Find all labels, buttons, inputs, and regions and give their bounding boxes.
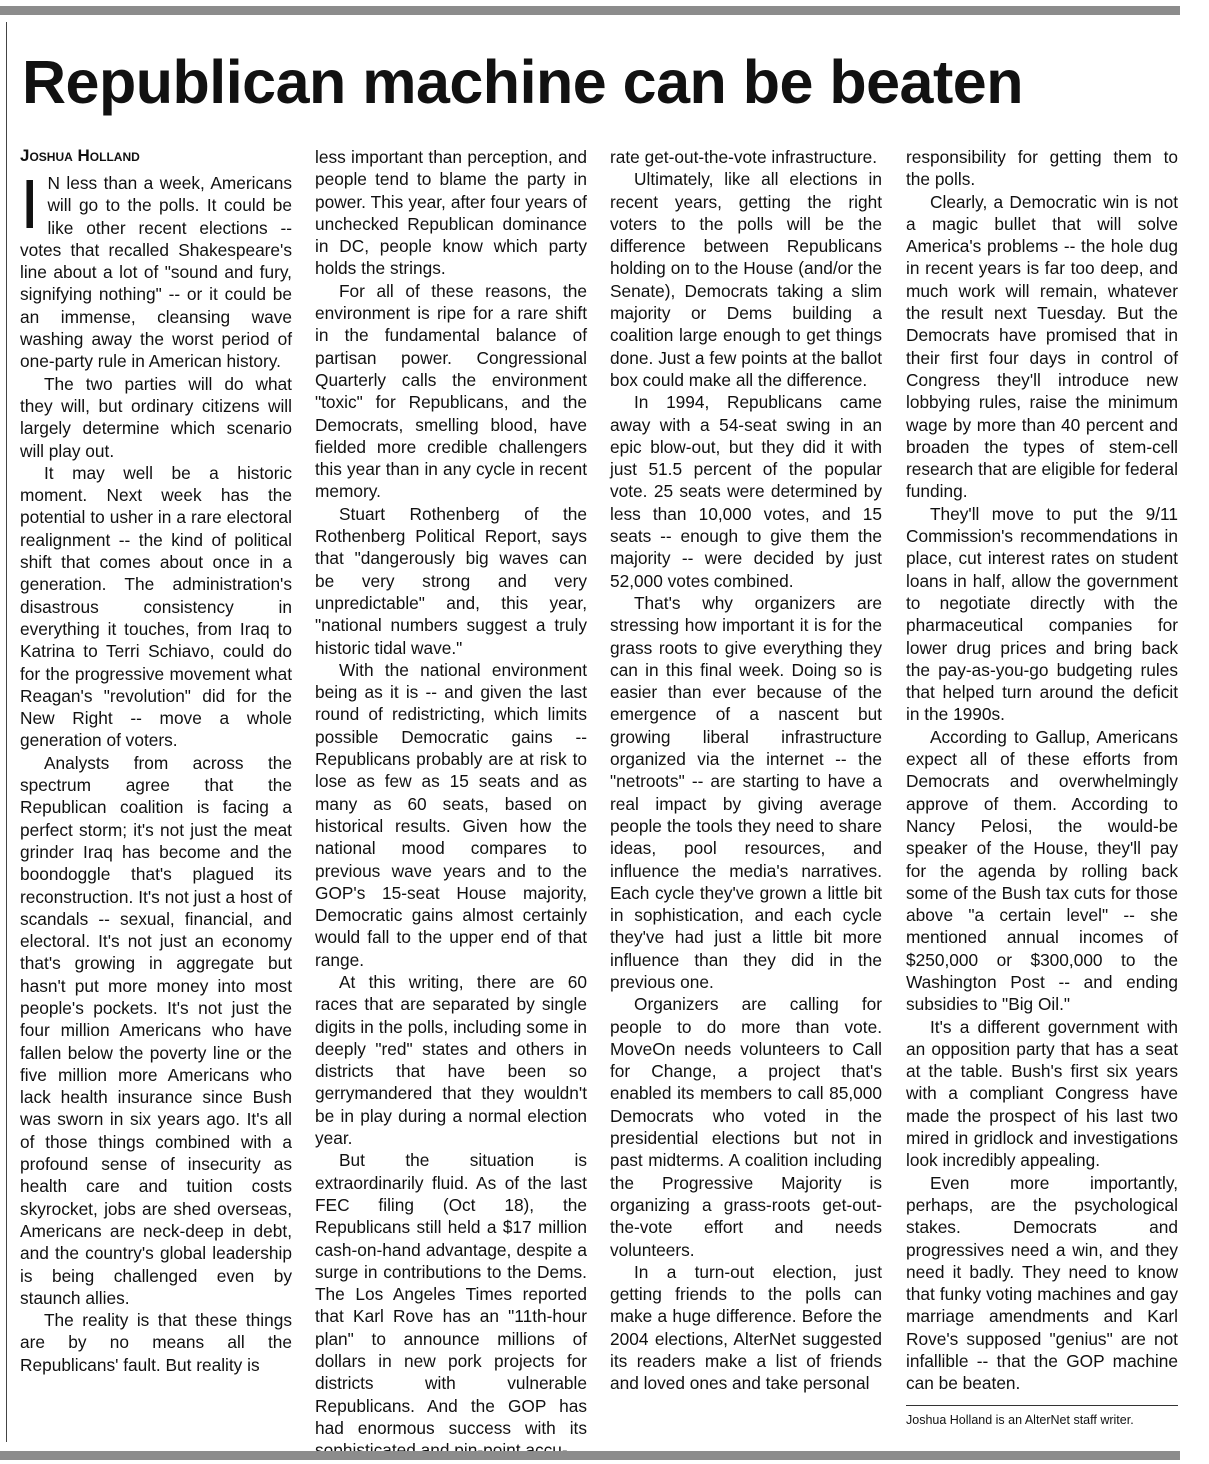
paragraph: Ultimately, like all elections in recent years, getting the right voters to the polls will be the difference between Republicans holding on to the House (and/or the Senate), Democrats taking a slim majority or Dems building a coalition large enough to get things done. Just a few points at the ballot box could make all the difference.: [610, 169, 882, 390]
paragraph: With the national environment being as it is -- and given the last round of redistricting, which limits possible Democratic gains -- Republicans probably are at risk to lose as few as 15 seats and as many as 60 seats, based on historical results. Given how the national mood compares to previous wave years and to the GOP's 15-seat House majority, Democratic gains almost certainly would fall to the upper end of that range.: [315, 659, 587, 970]
top-rule: [0, 6, 1180, 15]
paragraph: In a turn-out election, just getting friends to the polls can make a huge difference. Before the 2004 elections, AlterNet suggested its readers make a list of friends and loved ones and take personal: [610, 1261, 882, 1394]
column-2: [315, 146, 587, 1462]
paragraph-text: N less than a week, Americans will go to the polls. It could be like other recent elections -- votes that recalled Shakespeare's line about a lot of "sound and fury, signifying nothing" -- or it could be an immense, cleansing wave washing away the worst period of one-party rule in American history.: [20, 173, 292, 372]
left-rule: [6, 22, 7, 1442]
paragraph: Analysts from across the spectrum agree that the Republican coalition is facing a perfect storm; it's not just the meat grinder Iraq has become and the boondoggle that's plagued its reconstruction. It's not just a host of scandals -- sexual, financial, and electoral. It's not just an economy that's growing in aggregate but hasn't put more money into most people's pockets. It's not just the four million Americans who have fallen below the poverty line or the five million more Americans who lack health insurance since Bush was sworn in six years ago. It's all of those things combined with a profound sense of insecurity as health care and tuition costs skyrocket, jobs are shed overseas, Americans are neck-deep in debt, and the country's global leadership is being challenged even by staunch allies.: [20, 752, 292, 1308]
paragraph: It's a different government with an opposition party that has a seat at the table. Bush's first six years with a compliant Congress have made the prospect of his last two mired in gridlock and investigations look incredibly appealing.: [906, 1016, 1178, 1171]
paragraph: responsibility for getting them to the polls.: [906, 147, 1178, 190]
article-body: [20, 146, 1180, 1442]
paragraph: But the situation is extraordinarily fluid. As of the last FEC filing (Oct 18), the Republicans still held a $17 million cash-on-hand advantage, despite a surge in contributions to the Dems. The Los Angeles Times reported that Karl Rove has an "11th-hour plan" to announce millions of dollars in new pork projects for districts with vulnerable Republicans. And the GOP has had enormous success with its: [315, 1150, 587, 1438]
bottom-rule: [0, 1451, 1180, 1460]
paragraph: That's why organizers are stressing how important it is for the grass roots to give everything they can in this final week. Doing so is easier than ever because of the emergence of a nascent but growing liberal infrastructure organized via the internet -- the "netroots" -- are starting to have a real impact by giving average people the tools they need to share ideas, pool resources, and influence the media's narratives. Each cycle they've grown a little bit in sophistication, and each cycle they've had just a little bit more influence than they did in the previous one.: [610, 592, 882, 992]
paragraph: They'll move to put the 9/11 Commission's recommendations in place, cut interest rates on student loans in half, allow the government to negotiate directly with the pharmaceutical companies for lower drug prices and bring back the pay-as-you-go budgeting rules that helped turn around the deficit in the 1990s.: [906, 503, 1178, 725]
author-credit: Joshua Holland is an AlterNet staff writer.: [906, 1412, 1134, 1427]
paragraph: Organizers are calling for people to do more than vote. MoveOn needs volunteers to Call for Change, a project that's enabled its members to call 85,000 Democrats who voted in the presidential elections but not in past midterms. A coalition including the Progressive Majority is organizing a grass-roots get-out-the-vote effort and needs volunteers.: [610, 994, 882, 1260]
paragraph: Stuart Rothenberg of the Rothenberg Political Report, says that "dangerously big waves can be very strong and very unpredictable" and, this year, "national numbers suggest a truly historic tidal wave.": [315, 503, 587, 658]
paragraph: Clearly, a Democratic win is not a magic bullet that will solve America's problems -- the hole dug in recent years is far too deep, and much work will remain, whatever the result next Tuesday. But the Democrats have promised that in their first four days in control of Congress they'll introduce new lobbying rules, raise the minimum wage by more than 40 percent and broaden the types of stem-cell research that are eligible for federal funding.: [906, 191, 1178, 502]
headline: Republican machine can be beaten: [22, 48, 1023, 116]
column-1: [20, 146, 292, 1376]
paragraph: At this writing, there are 60 races that are separated by single digits in the polls, including some in deeply "red" states and others in districts that have been so gerrymandered that they wouldn't be in play during a normal election year.: [315, 971, 587, 1149]
column-3: [610, 146, 882, 1395]
paragraph: The two parties will do what they will, but ordinary citizens will largely determine which scenario will play out.: [20, 373, 292, 461]
drop-cap: I: [20, 165, 40, 243]
byline-name: Joshua Holland: [20, 146, 140, 165]
paragraph: Even more importantly, perhaps, are the psychological stakes. Democrats and progressives need a win, and they need it badly. They need to know that funky voting machines and gay marriage amendments and Karl Rove's supposed "genius" are not infallible -- that the GOP machine can be beaten.: [906, 1172, 1178, 1394]
column-4: [906, 146, 1178, 1428]
paragraph: less important than perception, and people tend to blame the party in power. This year, after four years of unchecked Republican dominance in DC, people know which party holds the strings.: [315, 147, 587, 279]
byline: [20, 146, 292, 166]
paragraph: It may well be a historic moment. Next week has the potential to usher in a rare electoral realignment -- the kind of political shift that comes about once in a generation. The administration's disastrous consistency in everything it touches, from Iraq to Katrina to Terri Schiavo, could do for the progressive movement what Reagan's "revolution" did for the New Right -- move a whole generation of voters.: [20, 462, 292, 751]
paragraph: For all of these reasons, the environment is ripe for a rare shift in the fundamental balance of partisan power. Congressional Quarterly calls the environment "toxic" for Republicans, and the Democrats, smelling blood, have fielded more credible challengers this year than in any cycle in recent memory.: [315, 280, 587, 502]
paragraph: The reality is that these things are by no means all the Republicans' fault. But reality is: [20, 1310, 292, 1375]
paragraph: In 1994, Republicans came away with a 54-seat swing in an epic blow-out, but they did it with just 51.5 percent of the popular vote. 25 seats were determined by less than 10,000 votes, and 15 seats -- enough to give them the majority -- were decided by just 52,000 votes combined.: [610, 392, 882, 591]
paragraph: rate get-out-the-vote infrastructure.: [610, 147, 878, 167]
paragraph: [20, 165, 292, 373]
author-credit-box: [906, 1405, 1178, 1428]
paragraph: According to Gallup, Americans expect all of these efforts from Democrats and overwhelmingly approve of them. According to Nancy Pelosi, the would-be speaker of the House, they'll pay for the agenda by rolling back some of the Bush tax cuts for those above "a certain level" -- she mentioned annual incomes of $250,000 or $300,000 to the Washington Post -- and ending subsidies to "Big Oil.": [906, 726, 1178, 1015]
